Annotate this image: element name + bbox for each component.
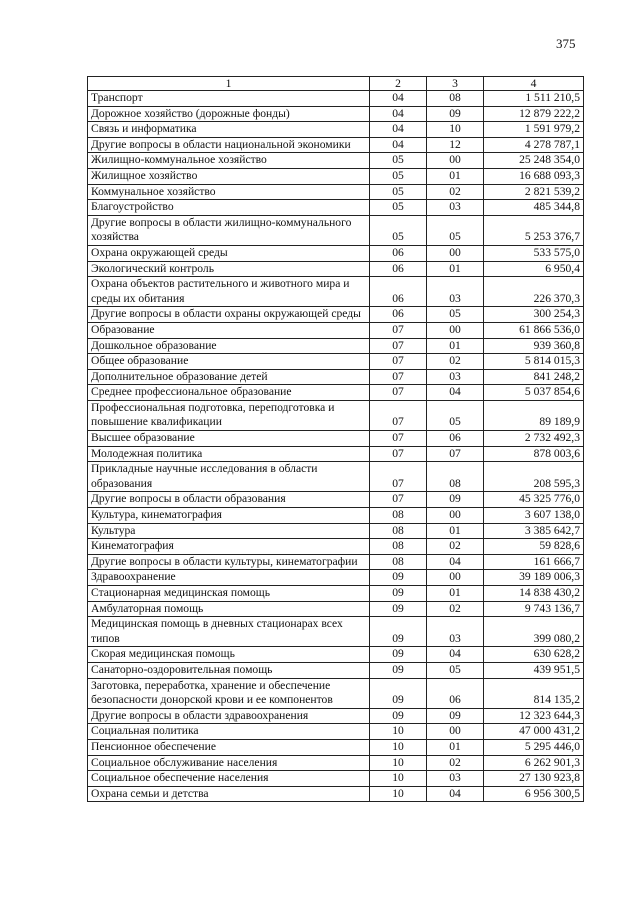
row-subsection-code: 10 — [427, 122, 484, 138]
table-row — [88, 400, 584, 430]
row-name: Амбулаторная помощь — [88, 601, 370, 617]
row-amount: 6 956 300,5 — [484, 786, 584, 802]
row-amount: 399 080,2 — [484, 617, 584, 647]
row-name: Молодежная политика — [88, 446, 370, 462]
row-subsection-code: 05 — [427, 400, 484, 430]
row-name: Дорожное хозяйство (дорожные фонды) — [88, 106, 370, 122]
row-amount: 2 821 539,2 — [484, 184, 584, 200]
row-section-code: 08 — [370, 554, 427, 570]
row-amount: 1 511 210,5 — [484, 91, 584, 107]
row-amount: 439 951,5 — [484, 662, 584, 678]
header-col-2: 2 — [370, 77, 427, 91]
row-amount: 89 189,9 — [484, 400, 584, 430]
row-subsection-code: 02 — [427, 354, 484, 370]
row-subsection-code: 06 — [427, 431, 484, 447]
row-section-code: 08 — [370, 523, 427, 539]
budget-table — [87, 76, 584, 802]
row-subsection-code: 01 — [427, 338, 484, 354]
row-name: Культура, кинематография — [88, 508, 370, 524]
row-subsection-code: 03 — [427, 200, 484, 216]
row-section-code: 08 — [370, 539, 427, 555]
row-amount: 630 628,2 — [484, 647, 584, 663]
row-subsection-code: 00 — [427, 508, 484, 524]
row-section-code: 06 — [370, 307, 427, 323]
row-section-code: 10 — [370, 755, 427, 771]
row-section-code: 07 — [370, 462, 427, 492]
row-amount: 878 003,6 — [484, 446, 584, 462]
table-row — [88, 277, 584, 307]
row-amount: 16 688 093,3 — [484, 168, 584, 184]
row-section-code: 06 — [370, 261, 427, 277]
row-amount: 485 344,8 — [484, 200, 584, 216]
row-section-code: 09 — [370, 601, 427, 617]
row-amount: 3 607 138,0 — [484, 508, 584, 524]
row-amount: 300 254,3 — [484, 307, 584, 323]
row-name: Жилищное хозяйство — [88, 168, 370, 184]
table-row — [88, 153, 584, 169]
row-name: Другие вопросы в области здравоохранения — [88, 708, 370, 724]
row-section-code: 07 — [370, 446, 427, 462]
row-subsection-code: 09 — [427, 708, 484, 724]
table-row — [88, 523, 584, 539]
row-name: Коммунальное хозяйство — [88, 184, 370, 200]
row-amount: 27 130 923,8 — [484, 771, 584, 787]
row-name: Другие вопросы в области охраны окружающей среды — [88, 307, 370, 323]
table-row — [88, 647, 584, 663]
row-amount: 6 262 901,3 — [484, 755, 584, 771]
row-subsection-code: 03 — [427, 771, 484, 787]
table-row — [88, 508, 584, 524]
row-name: Профессиональная подготовка, переподготовка и повышение квалификации — [88, 400, 370, 430]
table-row — [88, 168, 584, 184]
table-row — [88, 137, 584, 153]
row-subsection-code: 08 — [427, 91, 484, 107]
row-section-code: 10 — [370, 739, 427, 755]
row-section-code: 10 — [370, 724, 427, 740]
row-name: Санаторно-оздоровительная помощь — [88, 662, 370, 678]
table-row — [88, 678, 584, 708]
row-section-code: 09 — [370, 662, 427, 678]
table-row — [88, 307, 584, 323]
row-amount: 161 666,7 — [484, 554, 584, 570]
row-amount: 9 743 136,7 — [484, 601, 584, 617]
row-subsection-code: 00 — [427, 570, 484, 586]
row-name: Транспорт — [88, 91, 370, 107]
table-row — [88, 354, 584, 370]
row-section-code: 07 — [370, 431, 427, 447]
row-section-code: 05 — [370, 168, 427, 184]
row-subsection-code: 01 — [427, 168, 484, 184]
row-subsection-code: 04 — [427, 385, 484, 401]
row-name: Прикладные научные исследования в области образования — [88, 462, 370, 492]
table-body — [88, 91, 584, 802]
table-row — [88, 431, 584, 447]
table-row — [88, 570, 584, 586]
table-row — [88, 215, 584, 245]
table-row — [88, 539, 584, 555]
row-amount: 208 595,3 — [484, 462, 584, 492]
header-row — [88, 77, 584, 91]
table-row — [88, 462, 584, 492]
row-subsection-code: 03 — [427, 369, 484, 385]
row-subsection-code: 01 — [427, 586, 484, 602]
row-section-code: 09 — [370, 678, 427, 708]
table-row — [88, 338, 584, 354]
row-amount: 4 278 787,1 — [484, 137, 584, 153]
table-row — [88, 91, 584, 107]
row-subsection-code: 01 — [427, 523, 484, 539]
table-row — [88, 662, 584, 678]
table-row — [88, 708, 584, 724]
row-name: Связь и информатика — [88, 122, 370, 138]
table-row — [88, 385, 584, 401]
row-section-code: 07 — [370, 369, 427, 385]
table-row — [88, 184, 584, 200]
row-amount: 226 370,3 — [484, 277, 584, 307]
row-section-code: 09 — [370, 586, 427, 602]
table-row — [88, 369, 584, 385]
table-row — [88, 554, 584, 570]
row-section-code: 05 — [370, 184, 427, 200]
row-amount: 25 248 354,0 — [484, 153, 584, 169]
row-name: Другие вопросы в области жилищно-коммунального хозяйства — [88, 215, 370, 245]
table-row — [88, 771, 584, 787]
row-section-code: 07 — [370, 338, 427, 354]
table-row — [88, 617, 584, 647]
row-subsection-code: 00 — [427, 153, 484, 169]
row-name: Стационарная медицинская помощь — [88, 586, 370, 602]
row-name: Пенсионное обеспечение — [88, 739, 370, 755]
row-section-code: 09 — [370, 647, 427, 663]
row-amount: 1 591 979,2 — [484, 122, 584, 138]
row-subsection-code: 01 — [427, 261, 484, 277]
row-amount: 47 000 431,2 — [484, 724, 584, 740]
row-name: Социальная политика — [88, 724, 370, 740]
row-subsection-code: 02 — [427, 601, 484, 617]
row-name: Благоустройство — [88, 200, 370, 216]
row-section-code: 09 — [370, 708, 427, 724]
row-name: Заготовка, переработка, хранение и обеспечение безопасности донорской крови и ее компонентов — [88, 678, 370, 708]
row-name: Социальное обслуживание населения — [88, 755, 370, 771]
row-subsection-code: 04 — [427, 786, 484, 802]
row-name: Высшее образование — [88, 431, 370, 447]
row-subsection-code: 03 — [427, 277, 484, 307]
row-name: Дополнительное образование детей — [88, 369, 370, 385]
header-col-3: 3 — [427, 77, 484, 91]
row-section-code: 08 — [370, 508, 427, 524]
row-name: Кинематография — [88, 539, 370, 555]
row-amount: 61 866 536,0 — [484, 322, 584, 338]
row-subsection-code: 02 — [427, 184, 484, 200]
row-amount: 939 360,8 — [484, 338, 584, 354]
row-section-code: 07 — [370, 385, 427, 401]
table-row — [88, 586, 584, 602]
row-subsection-code: 12 — [427, 137, 484, 153]
row-subsection-code: 08 — [427, 462, 484, 492]
table-row — [88, 200, 584, 216]
row-name: Другие вопросы в области образования — [88, 492, 370, 508]
row-name: Охрана окружающей среды — [88, 245, 370, 261]
table-row — [88, 492, 584, 508]
row-section-code: 07 — [370, 322, 427, 338]
row-name: Среднее профессиональное образование — [88, 385, 370, 401]
row-name: Охрана объектов растительного и животного мира и среды их обитания — [88, 277, 370, 307]
row-amount: 6 950,4 — [484, 261, 584, 277]
row-name: Социальное обеспечение населения — [88, 771, 370, 787]
row-name: Скорая медицинская помощь — [88, 647, 370, 663]
row-subsection-code: 05 — [427, 307, 484, 323]
row-subsection-code: 00 — [427, 724, 484, 740]
row-subsection-code: 00 — [427, 322, 484, 338]
row-section-code: 04 — [370, 122, 427, 138]
row-subsection-code: 05 — [427, 662, 484, 678]
row-amount: 5 295 446,0 — [484, 739, 584, 755]
row-section-code: 07 — [370, 492, 427, 508]
row-name: Медицинская помощь в дневных стационарах всех типов — [88, 617, 370, 647]
row-section-code: 05 — [370, 200, 427, 216]
row-section-code: 09 — [370, 617, 427, 647]
row-subsection-code: 05 — [427, 215, 484, 245]
page-number: 375 — [556, 36, 576, 51]
row-amount: 12 323 644,3 — [484, 708, 584, 724]
row-subsection-code: 03 — [427, 617, 484, 647]
row-section-code: 10 — [370, 771, 427, 787]
table-row — [88, 739, 584, 755]
row-name: Образование — [88, 322, 370, 338]
table-header — [88, 77, 584, 91]
row-subsection-code: 06 — [427, 678, 484, 708]
row-amount: 841 248,2 — [484, 369, 584, 385]
header-col-4: 4 — [484, 77, 584, 91]
row-subsection-code: 00 — [427, 245, 484, 261]
row-subsection-code: 09 — [427, 492, 484, 508]
row-name: Жилищно-коммунальное хозяйство — [88, 153, 370, 169]
row-amount: 2 732 492,3 — [484, 431, 584, 447]
row-amount: 3 385 642,7 — [484, 523, 584, 539]
row-subsection-code: 02 — [427, 539, 484, 555]
row-subsection-code: 02 — [427, 755, 484, 771]
row-amount: 5 253 376,7 — [484, 215, 584, 245]
row-amount: 45 325 776,0 — [484, 492, 584, 508]
row-subsection-code: 04 — [427, 554, 484, 570]
header-col-1: 1 — [88, 77, 370, 91]
row-section-code: 10 — [370, 786, 427, 802]
table-row — [88, 261, 584, 277]
table-row — [88, 245, 584, 261]
row-amount: 59 828,6 — [484, 539, 584, 555]
row-amount: 12 879 222,2 — [484, 106, 584, 122]
row-subsection-code: 09 — [427, 106, 484, 122]
row-name: Другие вопросы в области национальной экономики — [88, 137, 370, 153]
row-section-code: 05 — [370, 153, 427, 169]
table-row — [88, 106, 584, 122]
row-amount: 814 135,2 — [484, 678, 584, 708]
row-section-code: 07 — [370, 400, 427, 430]
table-row — [88, 446, 584, 462]
table-row — [88, 601, 584, 617]
row-amount: 39 189 006,3 — [484, 570, 584, 586]
row-subsection-code: 04 — [427, 647, 484, 663]
row-name: Другие вопросы в области культуры, кинематографии — [88, 554, 370, 570]
row-subsection-code: 01 — [427, 739, 484, 755]
row-name: Экологический контроль — [88, 261, 370, 277]
row-section-code: 04 — [370, 106, 427, 122]
row-name: Культура — [88, 523, 370, 539]
row-section-code: 09 — [370, 570, 427, 586]
table-row — [88, 322, 584, 338]
row-amount: 5 814 015,3 — [484, 354, 584, 370]
row-section-code: 05 — [370, 215, 427, 245]
table-row — [88, 122, 584, 138]
row-amount: 14 838 430,2 — [484, 586, 584, 602]
table-row — [88, 755, 584, 771]
row-name: Общее образование — [88, 354, 370, 370]
row-name: Охрана семьи и детства — [88, 786, 370, 802]
row-name: Дошкольное образование — [88, 338, 370, 354]
row-section-code: 06 — [370, 245, 427, 261]
row-amount: 5 037 854,6 — [484, 385, 584, 401]
row-section-code: 06 — [370, 277, 427, 307]
table-row — [88, 724, 584, 740]
row-section-code: 04 — [370, 91, 427, 107]
row-subsection-code: 07 — [427, 446, 484, 462]
row-amount: 533 575,0 — [484, 245, 584, 261]
row-section-code: 04 — [370, 137, 427, 153]
row-section-code: 07 — [370, 354, 427, 370]
table-row — [88, 786, 584, 802]
row-name: Здравоохранение — [88, 570, 370, 586]
